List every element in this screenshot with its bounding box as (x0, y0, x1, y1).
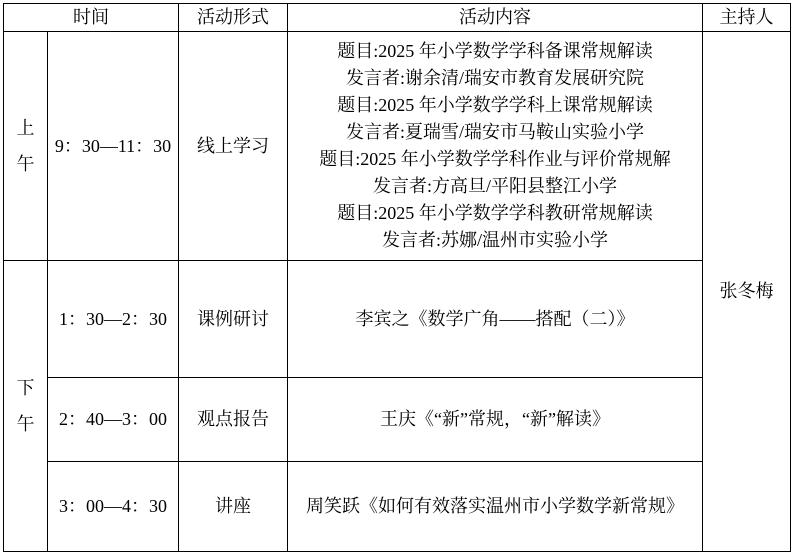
content-afternoon-3-cell: 周笑跃《如何有效落实温州市小学数学新常规》 (288, 462, 703, 552)
format-afternoon-1-cell: 课例研讨 (179, 261, 288, 378)
morning-row (4, 32, 791, 261)
schedule-table (3, 3, 791, 552)
header-format-cell: 活动形式 (179, 4, 288, 32)
content-afternoon-1-cell: 李宾之《数学广角——搭配（二）》 (288, 261, 703, 378)
content-line: 发言者:方高旦/平阳县整江小学 (372, 176, 617, 196)
header-host-cell: 主持人 (703, 4, 791, 32)
afternoon-row-3 (4, 462, 791, 552)
header-row (4, 4, 791, 32)
time-morning-cell: 9：30—11：30 (48, 32, 179, 261)
host-cell: 张冬梅 (703, 32, 791, 552)
header-content-cell: 活动内容 (288, 4, 703, 32)
content-line: 题目:2025 年小学数学学科上课常规解读 (337, 95, 653, 115)
period-morning-label: 上午 (16, 118, 35, 174)
content-line: 发言者:谢余清/瑞安市教育发展研究院 (345, 68, 644, 88)
period-afternoon-label: 下午 (16, 378, 35, 434)
content-afternoon-2-cell: 王庆《“新”常规，“新”解读》 (288, 378, 703, 462)
content-line: 发言者:苏娜/温州市实验小学 (381, 230, 608, 250)
time-afternoon-1-cell: 1：30—2：30 (48, 261, 179, 378)
afternoon-row-2 (4, 378, 791, 462)
time-afternoon-2-cell: 2：40—3：00 (48, 378, 179, 462)
content-line: 题目:2025 年小学数学学科备课常规解读 (337, 41, 653, 61)
period-morning-cell (4, 32, 48, 261)
content-line: 发言者:夏瑞雪/瑞安市马鞍山实验小学 (345, 122, 644, 142)
content-line: 题目:2025 年小学数学学科教研常规解读 (337, 203, 653, 223)
content-line: 题目:2025 年小学数学学科作业与评价常规解 (319, 149, 671, 169)
time-afternoon-3-cell: 3：00—4：30 (48, 462, 179, 552)
format-afternoon-2-cell: 观点报告 (179, 378, 288, 462)
content-morning-cell (288, 32, 703, 261)
afternoon-row-1 (4, 261, 791, 378)
header-time-cell: 时间 (4, 4, 179, 32)
format-morning-cell: 线上学习 (179, 32, 288, 261)
period-afternoon-cell (4, 261, 48, 552)
format-afternoon-3-cell: 讲座 (179, 462, 288, 552)
